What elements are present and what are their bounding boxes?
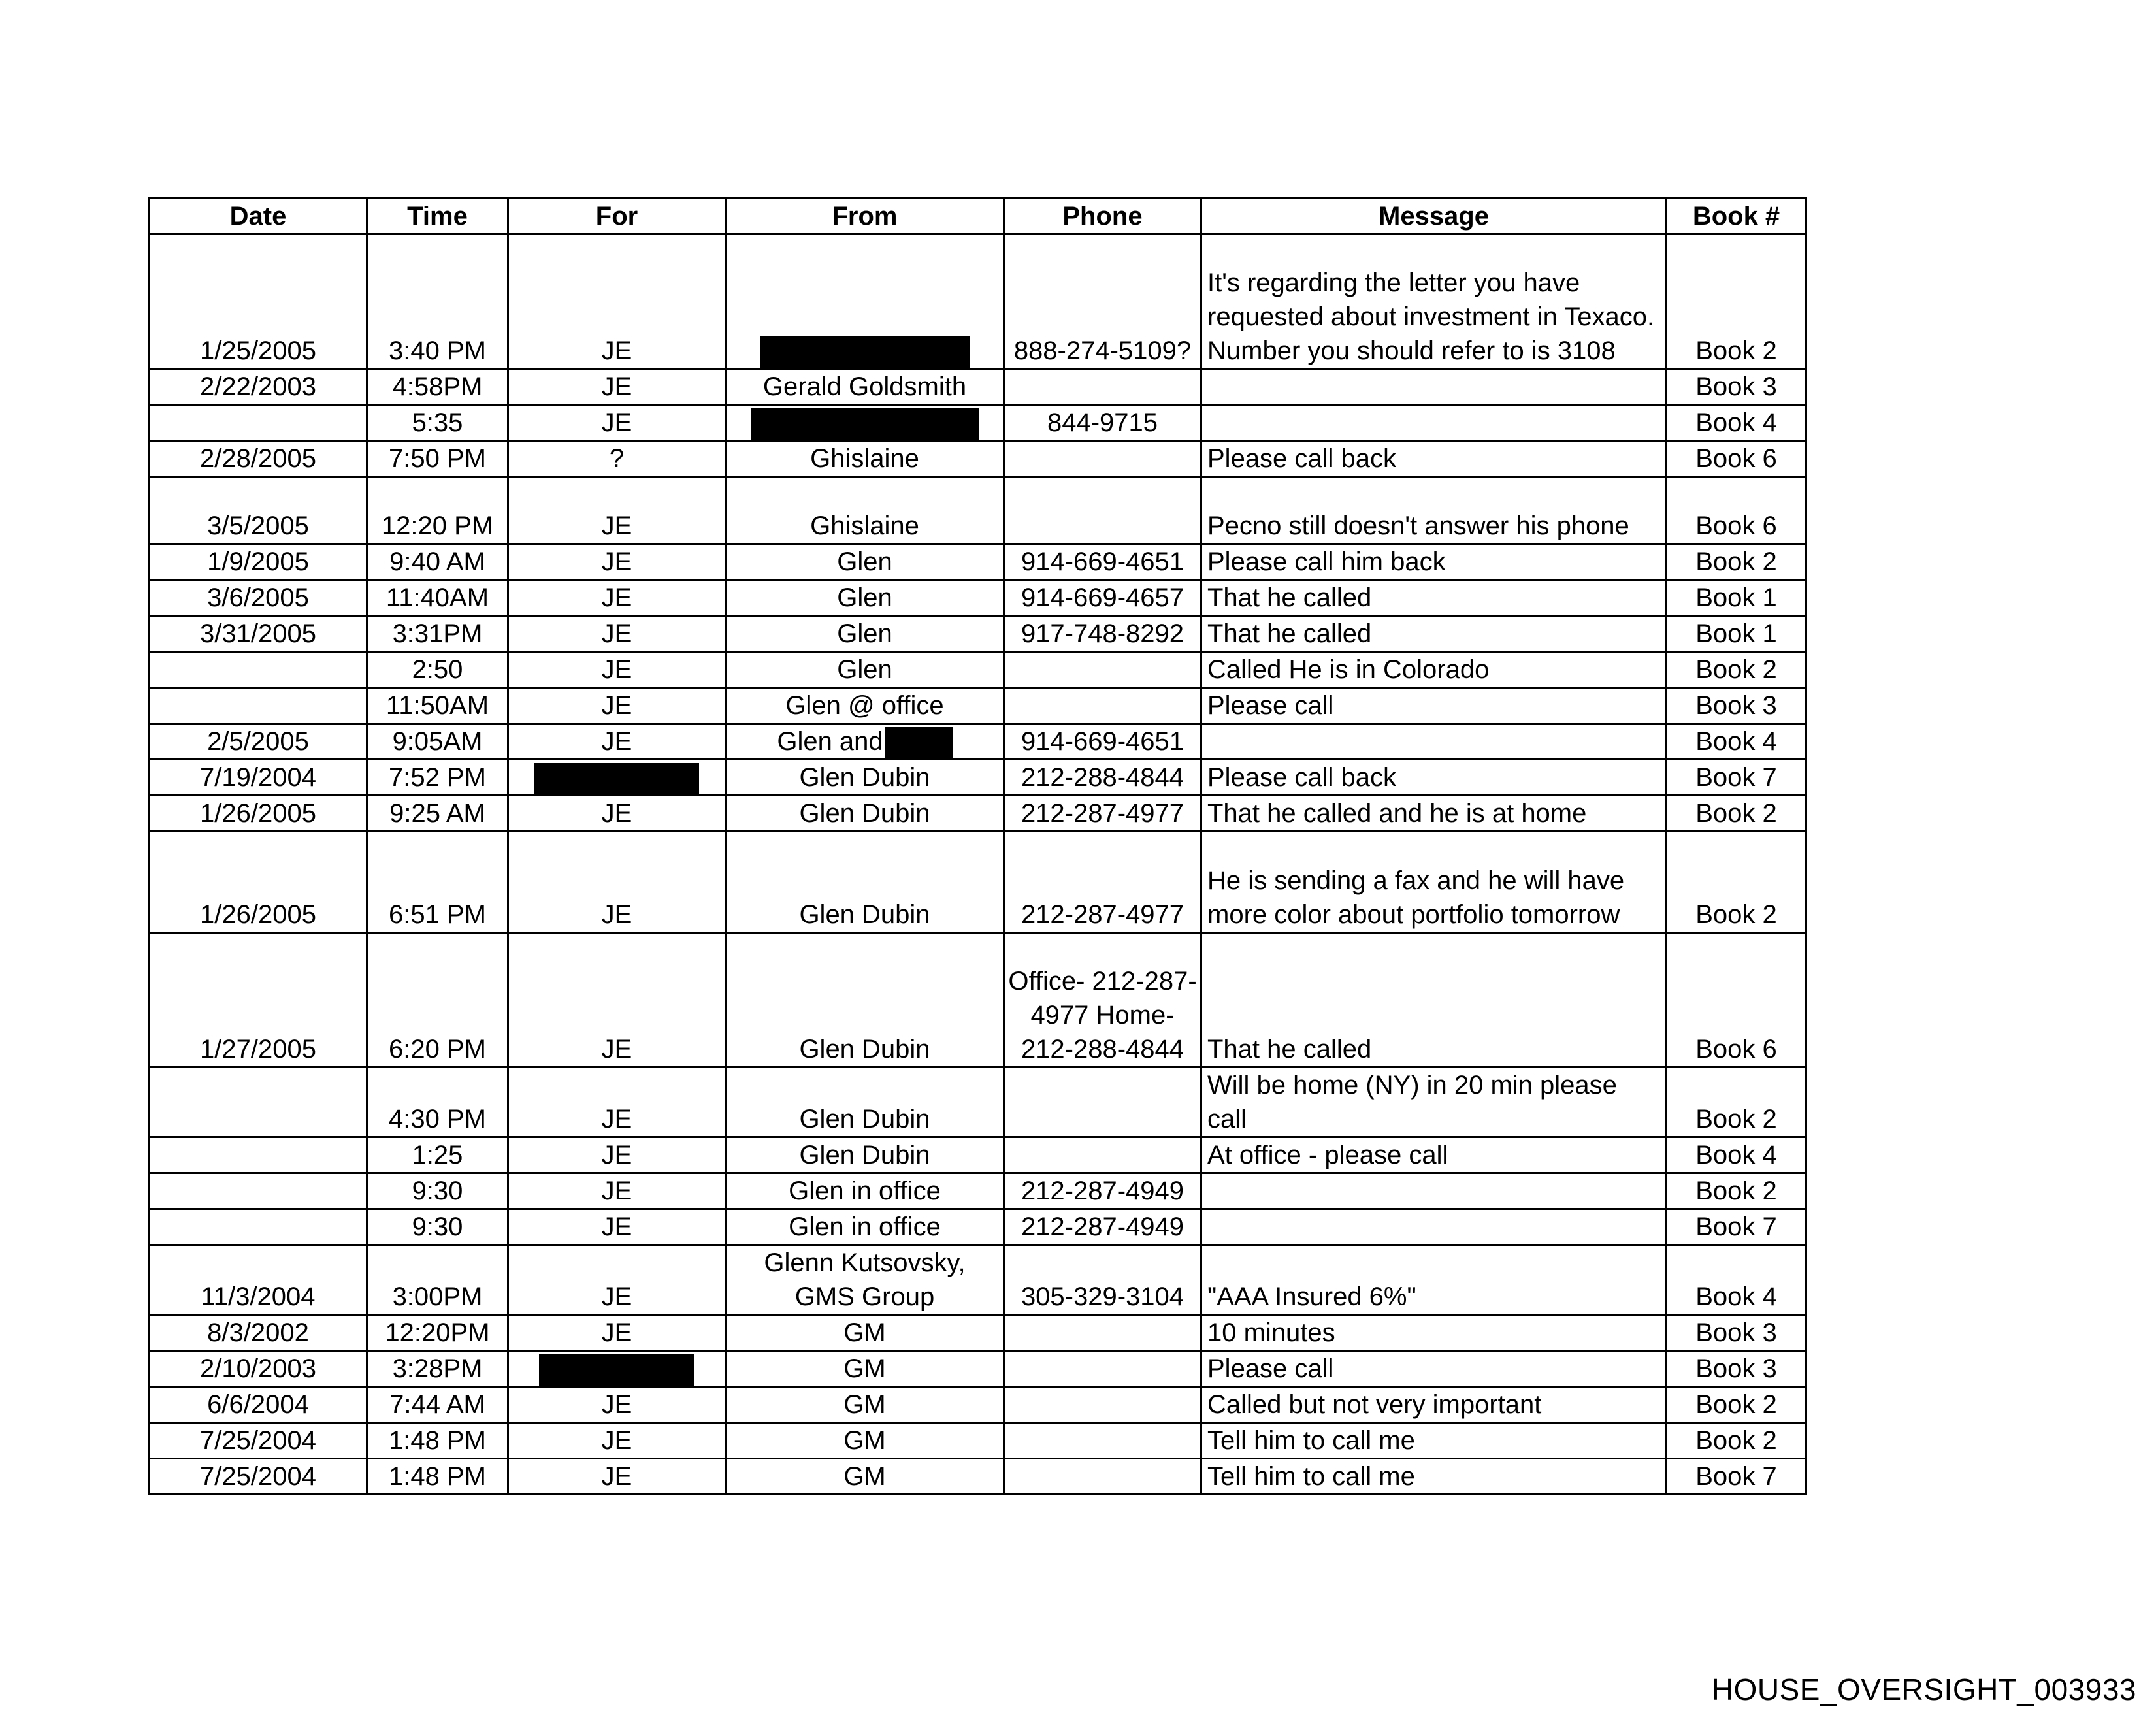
header-time: Time [367,199,508,235]
table-row [150,832,1806,933]
cell-book: Book 2 [1667,544,1806,580]
header-for: For [508,199,726,235]
table-row [150,1245,1806,1315]
cell-from [726,724,1004,760]
cell-from: Glen Dubin [726,933,1004,1067]
cell-time: 4:30 PM [367,1067,508,1137]
cell-phone: 212-287-4949 [1004,1173,1201,1209]
cell-from: Glen [726,544,1004,580]
cell-date [150,688,367,724]
cell-phone [1004,1423,1201,1459]
cell-book: Book 3 [1667,369,1806,405]
cell-message: Pecno still doesn't answer his phone [1201,477,1667,544]
cell-for: JE [508,688,726,724]
cell-for: JE [508,1459,726,1495]
cell-for: JE [508,1315,726,1351]
cell-date: 3/5/2005 [150,477,367,544]
cell-phone [1004,652,1201,688]
cell-book: Book 4 [1667,1137,1806,1173]
table-row [150,405,1806,441]
cell-date: 7/19/2004 [150,760,367,796]
cell-date: 1/9/2005 [150,544,367,580]
cell-message [1201,1209,1667,1245]
cell-time: 4:58PM [367,369,508,405]
cell-book: Book 2 [1667,796,1806,832]
cell-time: 9:05AM [367,724,508,760]
table-row [150,1137,1806,1173]
cell-phone [1004,1459,1201,1495]
cell-phone: 914-669-4657 [1004,580,1201,616]
table-row [150,580,1806,616]
cell-date [150,1067,367,1137]
cell-from: GM [726,1315,1004,1351]
table-row [150,1315,1806,1351]
cell-time: 3:40 PM [367,235,508,369]
table-row [150,796,1806,832]
cell-for: JE [508,832,726,933]
cell-book: Book 2 [1667,1067,1806,1137]
header-phone: Phone [1004,199,1201,235]
cell-message: Called but not very important [1201,1387,1667,1423]
cell-phone: 212-288-4844 [1004,760,1201,796]
cell-from: Glen Dubin [726,832,1004,933]
table-row [150,477,1806,544]
cell-book: Book 3 [1667,688,1806,724]
message-log-table [148,197,1807,1495]
cell-phone [1004,369,1201,405]
cell-phone: 212-287-4977 [1004,796,1201,832]
cell-from: Glen @ office [726,688,1004,724]
cell-message [1201,1173,1667,1209]
cell-book: Book 3 [1667,1351,1806,1387]
table-row [150,235,1806,369]
cell-for: JE [508,405,726,441]
table-row [150,544,1806,580]
cell-phone: 305-329-3104 [1004,1245,1201,1315]
cell-phone [1004,1387,1201,1423]
cell-message: At office - please call [1201,1137,1667,1173]
cell-phone [1004,1137,1201,1173]
header-book: Book # [1667,199,1806,235]
cell-for [508,760,726,796]
cell-book: Book 4 [1667,405,1806,441]
cell-date [150,1173,367,1209]
cell-for: JE [508,1137,726,1173]
cell-date [150,1137,367,1173]
cell-from: Gerald Goldsmith [726,369,1004,405]
cell-time: 7:52 PM [367,760,508,796]
cell-for: JE [508,544,726,580]
cell-book: Book 1 [1667,616,1806,652]
cell-message: Please call back [1201,760,1667,796]
cell-message: That he called and he is at home [1201,796,1667,832]
table-row [150,1067,1806,1137]
cell-message [1201,369,1667,405]
table-row [150,652,1806,688]
cell-from: Ghislaine [726,477,1004,544]
cell-message: "AAA Insured 6%" [1201,1245,1667,1315]
header-row [150,199,1806,235]
cell-date: 2/10/2003 [150,1351,367,1387]
cell-from: Glen Dubin [726,760,1004,796]
cell-message: Tell him to call me [1201,1459,1667,1495]
cell-date [150,1209,367,1245]
cell-for: JE [508,477,726,544]
cell-for: JE [508,1423,726,1459]
cell-book: Book 6 [1667,477,1806,544]
cell-date [150,652,367,688]
cell-book: Book 7 [1667,1209,1806,1245]
table-row [150,1351,1806,1387]
table-row [150,616,1806,652]
cell-from: Ghislaine [726,441,1004,477]
cell-book: Book 7 [1667,1459,1806,1495]
from-text: Glen and [777,727,883,756]
cell-date: 3/6/2005 [150,580,367,616]
cell-for: JE [508,652,726,688]
cell-phone [1004,688,1201,724]
cell-from: Glen [726,652,1004,688]
cell-message: Please call [1201,1351,1667,1387]
cell-from: Glen [726,580,1004,616]
cell-phone: 914-669-4651 [1004,544,1201,580]
cell-phone: 844-9715 [1004,405,1201,441]
cell-book: Book 2 [1667,235,1806,369]
table-row [150,1173,1806,1209]
cell-time: 6:20 PM [367,933,508,1067]
cell-book: Book 2 [1667,1423,1806,1459]
cell-for: JE [508,1245,726,1315]
cell-message: Tell him to call me [1201,1423,1667,1459]
cell-message: Called He is in Colorado [1201,652,1667,688]
cell-time: 5:35 [367,405,508,441]
cell-time: 1:48 PM [367,1459,508,1495]
cell-message: Please call him back [1201,544,1667,580]
cell-date: 1/27/2005 [150,933,367,1067]
cell-time: 9:30 [367,1209,508,1245]
cell-from: GM [726,1351,1004,1387]
cell-date: 11/3/2004 [150,1245,367,1315]
cell-phone [1004,1315,1201,1351]
header-from: From [726,199,1004,235]
cell-for: JE [508,796,726,832]
cell-book: Book 1 [1667,580,1806,616]
cell-message: He is sending a fax and he will have more color about portfolio tomorrow [1201,832,1667,933]
cell-book: Book 7 [1667,760,1806,796]
cell-from [726,405,1004,441]
table-row [150,724,1806,760]
cell-time: 3:28PM [367,1351,508,1387]
cell-date: 6/6/2004 [150,1387,367,1423]
table-row [150,441,1806,477]
cell-phone: Office- 212-287-4977 Home- 212-288-4844 [1004,933,1201,1067]
cell-message: That he called [1201,933,1667,1067]
cell-date: 2/5/2005 [150,724,367,760]
cell-time: 11:50AM [367,688,508,724]
cell-date: 7/25/2004 [150,1459,367,1495]
redaction-box [534,763,699,794]
cell-date [150,405,367,441]
cell-for: JE [508,1209,726,1245]
cell-message: That he called [1201,616,1667,652]
cell-time: 9:30 [367,1173,508,1209]
cell-from: GM [726,1423,1004,1459]
header-message: Message [1201,199,1667,235]
cell-for: JE [508,1173,726,1209]
cell-from: Glen Dubin [726,1137,1004,1173]
cell-from: Glen Dubin [726,1067,1004,1137]
cell-date: 1/26/2005 [150,832,367,933]
cell-phone: 888-274-5109? [1004,235,1201,369]
cell-from: GM [726,1387,1004,1423]
cell-time: 3:00PM [367,1245,508,1315]
cell-time: 12:20 PM [367,477,508,544]
cell-message: Will be home (NY) in 20 min please call [1201,1067,1667,1137]
cell-from [726,235,1004,369]
cell-date: 2/28/2005 [150,441,367,477]
cell-book: Book 2 [1667,652,1806,688]
cell-date: 2/22/2003 [150,369,367,405]
cell-time: 12:20PM [367,1315,508,1351]
cell-phone [1004,477,1201,544]
cell-book: Book 6 [1667,933,1806,1067]
cell-phone [1004,1067,1201,1137]
cell-message [1201,405,1667,441]
cell-for: JE [508,616,726,652]
cell-for: JE [508,933,726,1067]
cell-time: 7:44 AM [367,1387,508,1423]
cell-for [508,1351,726,1387]
cell-phone [1004,441,1201,477]
cell-time: 1:48 PM [367,1423,508,1459]
cell-book: Book 3 [1667,1315,1806,1351]
cell-book: Book 4 [1667,724,1806,760]
cell-from: Glen Dubin [726,796,1004,832]
cell-time: 3:31PM [367,616,508,652]
cell-time: 11:40AM [367,580,508,616]
cell-for: JE [508,235,726,369]
cell-book: Book 2 [1667,1173,1806,1209]
redaction-box [539,1354,694,1386]
cell-message: 10 minutes [1201,1315,1667,1351]
cell-time: 6:51 PM [367,832,508,933]
cell-for: JE [508,1067,726,1137]
cell-for: JE [508,580,726,616]
cell-time: 1:25 [367,1137,508,1173]
cell-book: Book 4 [1667,1245,1806,1315]
cell-for: JE [508,369,726,405]
cell-message: That he called [1201,580,1667,616]
cell-from: Glen [726,616,1004,652]
cell-phone: 914-669-4651 [1004,724,1201,760]
table-row [150,933,1806,1067]
cell-message [1201,724,1667,760]
cell-from: Glen in office [726,1209,1004,1245]
cell-from: Glenn Kutsovsky, GMS Group [726,1245,1004,1315]
table-row [150,760,1806,796]
cell-book: Book 6 [1667,441,1806,477]
cell-time: 2:50 [367,652,508,688]
table-row [150,1387,1806,1423]
cell-phone [1004,1351,1201,1387]
bates-number: HOUSE_OVERSIGHT_003933 [1711,1672,2136,1706]
cell-from: Glen in office [726,1173,1004,1209]
cell-for: ? [508,441,726,477]
cell-date: 1/25/2005 [150,235,367,369]
cell-message: It's regarding the letter you have requested about investment in Texaco. Number you should refer to is 3108 [1201,235,1667,369]
redaction-box [885,727,953,758]
redaction-box [760,336,970,368]
cell-phone: 917-748-8292 [1004,616,1201,652]
cell-message: Please call back [1201,441,1667,477]
cell-message: Please call [1201,688,1667,724]
table-row [150,369,1806,405]
cell-phone: 212-287-4949 [1004,1209,1201,1245]
table-row [150,1423,1806,1459]
cell-for: JE [508,724,726,760]
cell-date: 1/26/2005 [150,796,367,832]
table-row [150,1459,1806,1495]
cell-date: 7/25/2004 [150,1423,367,1459]
redaction-box [751,408,979,440]
cell-book: Book 2 [1667,1387,1806,1423]
table-row [150,1209,1806,1245]
cell-time: 9:25 AM [367,796,508,832]
cell-time: 9:40 AM [367,544,508,580]
cell-book: Book 2 [1667,832,1806,933]
header-date: Date [150,199,367,235]
cell-for: JE [508,1387,726,1423]
cell-date: 3/31/2005 [150,616,367,652]
cell-time: 7:50 PM [367,441,508,477]
cell-date: 8/3/2002 [150,1315,367,1351]
cell-from: GM [726,1459,1004,1495]
cell-phone: 212-287-4977 [1004,832,1201,933]
table-row [150,688,1806,724]
